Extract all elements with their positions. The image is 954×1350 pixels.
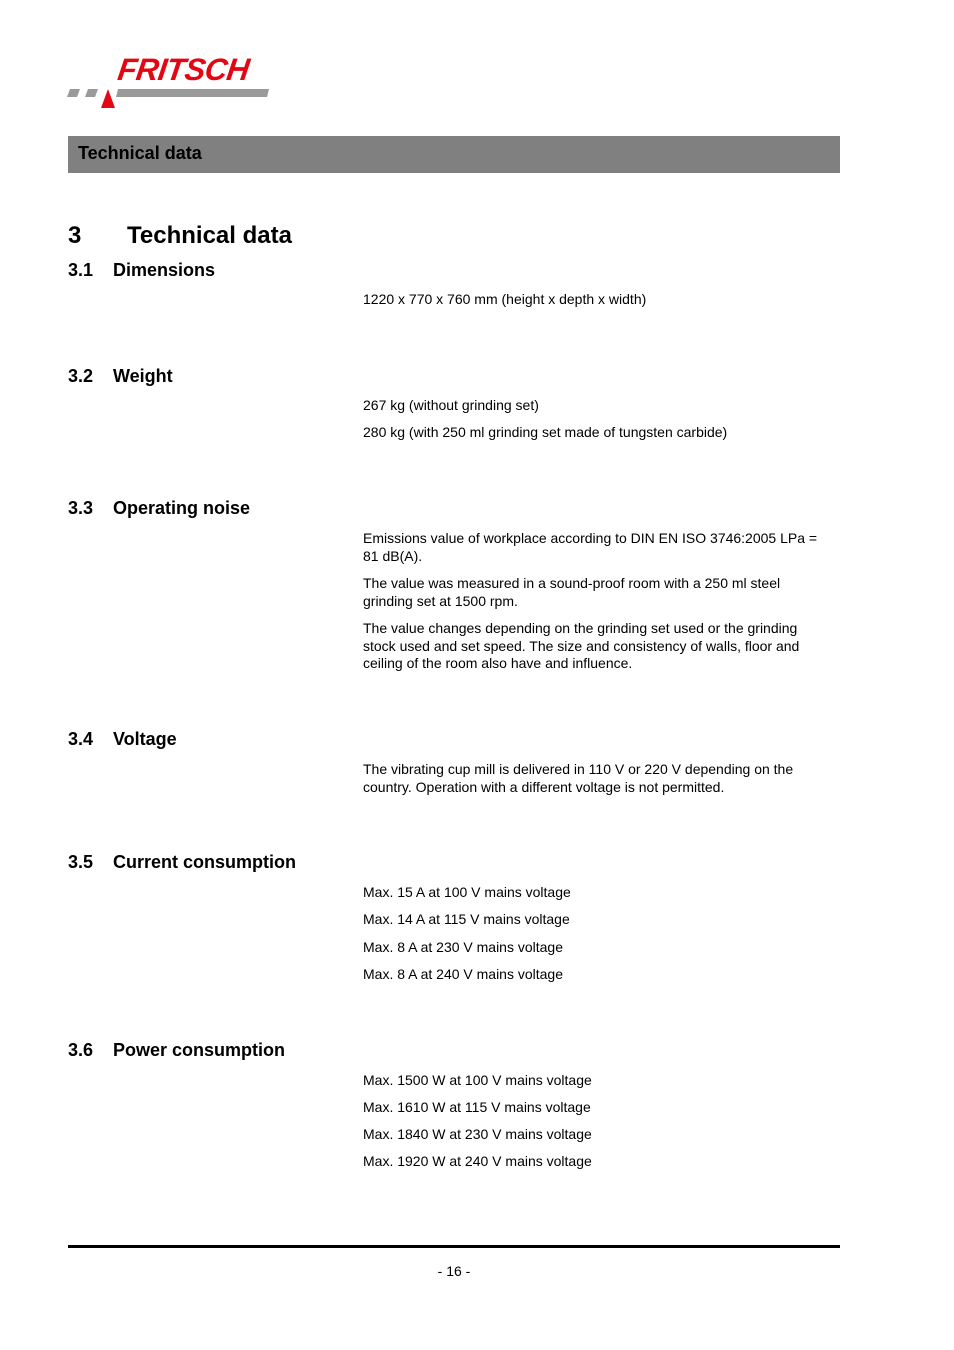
section-number: 3.3 xyxy=(68,498,94,518)
footer-divider xyxy=(68,1245,840,1248)
chapter-heading xyxy=(68,222,292,250)
noise-paragraph-1: Emissions value of workplace according to DIN EN ISO 3746:2005 LPa = 81 dB(A). xyxy=(363,530,818,564)
section-title: Voltage xyxy=(113,729,177,749)
dimensions-text: 1220 x 770 x 760 mm (height x depth x width) xyxy=(363,291,647,307)
section-heading-power xyxy=(68,1040,285,1061)
section-title: Dimensions xyxy=(113,260,216,280)
power-line-3: Max. 1840 W at 230 V mains voltage xyxy=(363,1126,592,1142)
logo-wordmark: FRITSCH xyxy=(115,52,252,87)
chapter-number: 3 xyxy=(68,222,82,249)
section-heading-dimensions xyxy=(68,260,215,281)
noise-paragraph-3: The value changes depending on the grinding set used or the grinding stock used and set speed. The size and consistency of walls, floor and ceiling of the room also have and influence. xyxy=(363,620,800,671)
weight-line-1: 267 kg (without grinding set) xyxy=(363,397,539,413)
running-header-title: Technical data xyxy=(78,143,202,163)
section-heading-weight xyxy=(68,366,173,387)
section-number: 3.4 xyxy=(68,729,94,749)
section-heading-voltage xyxy=(68,729,177,750)
power-line-1: Max. 1500 W at 100 V mains voltage xyxy=(363,1072,592,1088)
power-line-2: Max. 1610 W at 115 V mains voltage xyxy=(363,1099,591,1115)
section-title: Power consumption xyxy=(113,1040,286,1060)
voltage-paragraph: The vibrating cup mill is delivered in 110 V or 220 V depending on the country. Operation with a different voltage is not permitted. xyxy=(363,761,794,795)
section-heading-current xyxy=(68,852,296,873)
weight-line-2: 280 kg (with 250 ml grinding set made of tungsten carbide) xyxy=(363,424,728,440)
section-title: Weight xyxy=(113,366,173,386)
section-heading-noise xyxy=(68,498,250,519)
section-title: Current consumption xyxy=(113,852,296,872)
chapter-title: Technical data xyxy=(127,222,292,249)
current-line-3: Max. 8 A at 230 V mains voltage xyxy=(363,939,564,955)
section-number: 3.2 xyxy=(68,366,94,386)
section-title: Operating noise xyxy=(113,498,251,518)
power-line-4: Max. 1920 W at 240 V mains voltage xyxy=(363,1153,592,1169)
section-number: 3.5 xyxy=(68,852,94,872)
current-line-1: Max. 15 A at 100 V mains voltage xyxy=(363,884,571,900)
current-line-4: Max. 8 A at 240 V mains voltage xyxy=(363,966,564,982)
section-number: 3.1 xyxy=(68,260,94,280)
noise-paragraph-2: The value was measured in a sound-proof room with a 250 ml steel grinding set at 1500 rpm. xyxy=(363,575,781,609)
fritsch-logo xyxy=(66,50,286,112)
running-header xyxy=(68,136,840,173)
current-line-2: Max. 14 A at 115 V mains voltage xyxy=(363,911,570,927)
section-number: 3.6 xyxy=(68,1040,94,1060)
page-number: - 16 - xyxy=(437,1263,471,1279)
